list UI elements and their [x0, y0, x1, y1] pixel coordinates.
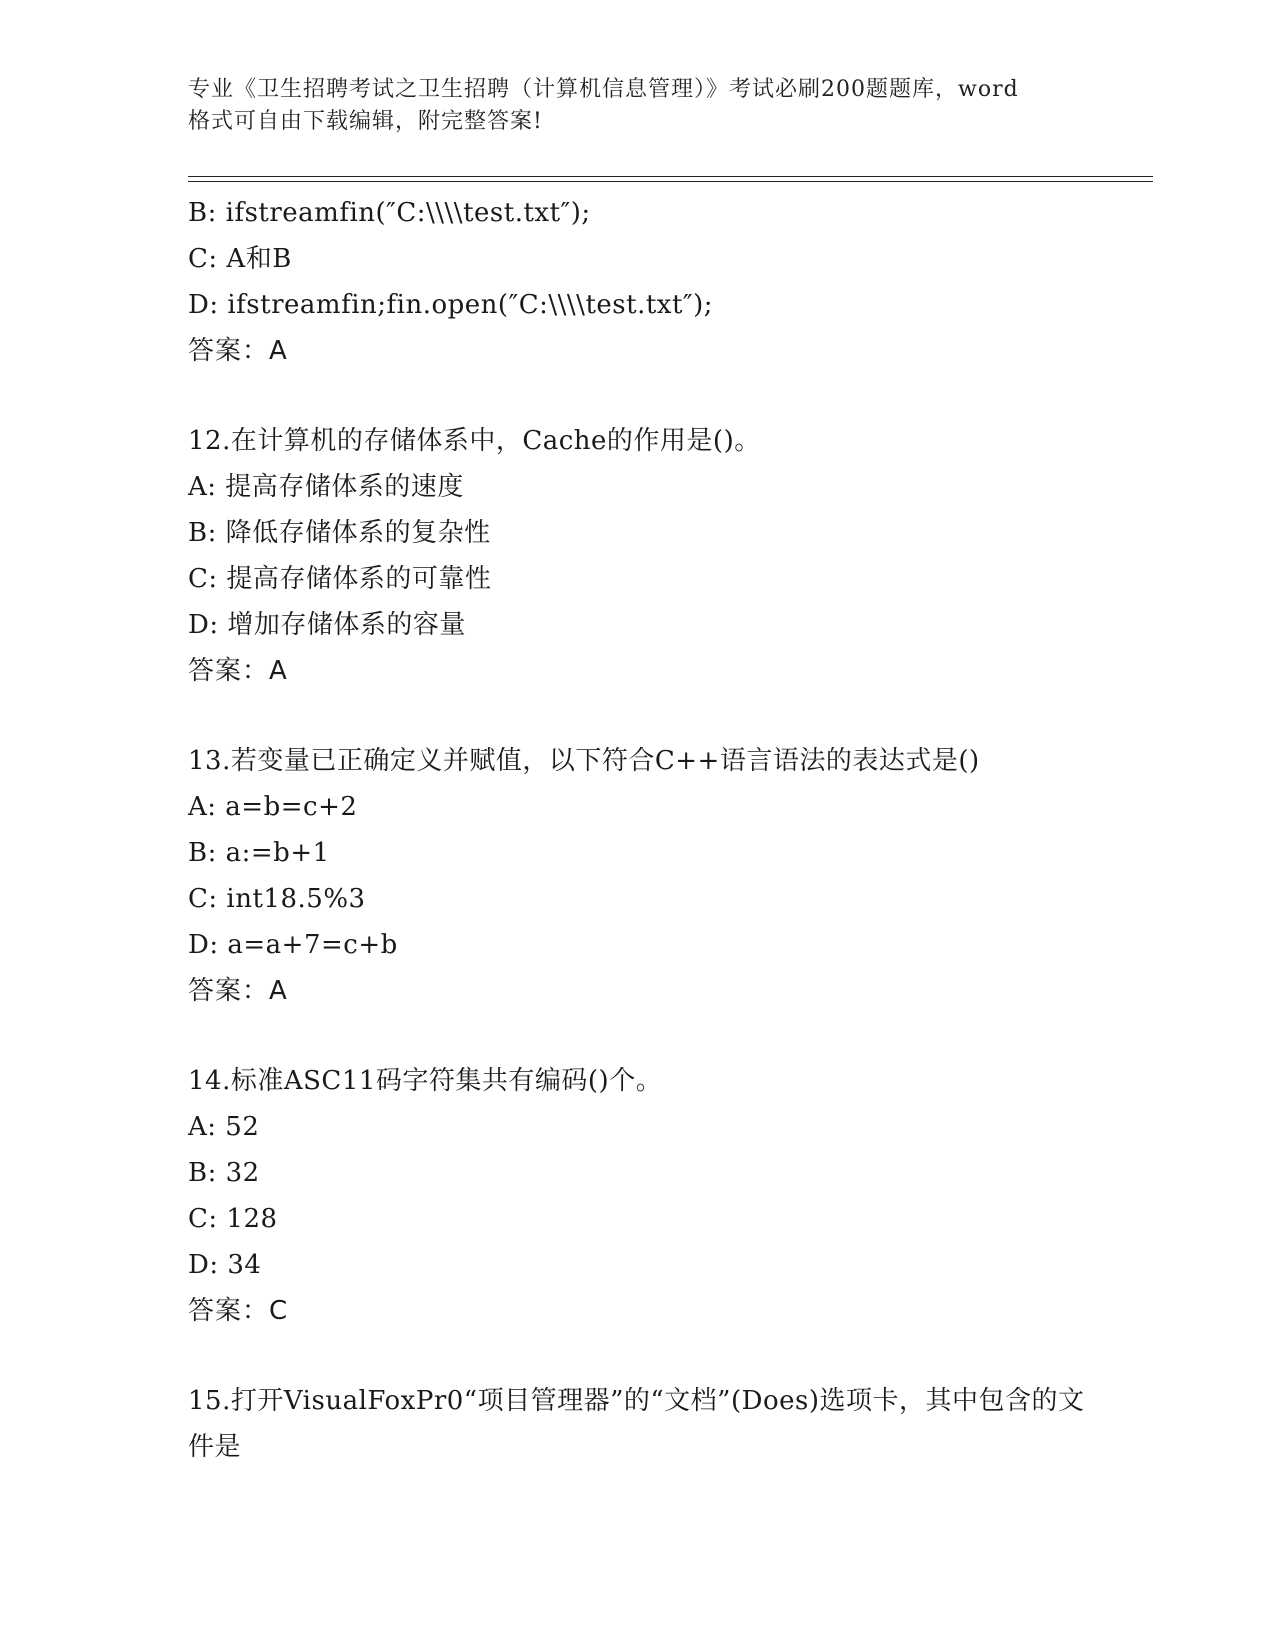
- question-13: [188, 738, 1153, 1014]
- q13-option-c: C: int18.5%3: [188, 884, 366, 914]
- q14-option-c: C: 128: [188, 1204, 278, 1234]
- q13-option-a: A: a=b=c+2: [188, 792, 358, 822]
- q14-option-a: A: 52: [188, 1112, 260, 1142]
- q12-option-c: C: 提高存储体系的可靠性: [188, 564, 492, 594]
- question-12: [188, 418, 1153, 694]
- question-list: [188, 190, 1153, 1470]
- spacer: [188, 1334, 1153, 1378]
- q12-option-a: A: 提高存储体系的速度: [188, 472, 464, 502]
- spacer: [188, 1014, 1153, 1058]
- header-title-line2: 格式可自由下载编辑，附完整答案!: [188, 109, 543, 134]
- document-header: [188, 74, 1088, 138]
- q11-option-c: C: A和B: [188, 244, 292, 274]
- q15-text: 15.打开VisualFoxPr0“项目管理器”的“文档”(Does)选项卡，其中包含的文件是: [188, 1386, 1085, 1462]
- q14-option-d: D: 34: [188, 1250, 262, 1280]
- q12-answer: 答案：A: [188, 656, 288, 686]
- q13-option-d: D: a=a+7=c+b: [188, 930, 398, 960]
- spacer: [188, 694, 1153, 738]
- q12-option-d: D: 增加存储体系的容量: [188, 610, 466, 640]
- q14-option-b: B: 32: [188, 1158, 260, 1188]
- q11-option-b: B: ifstreamfin(″C:\\\\test.txt″);: [188, 198, 591, 228]
- q13-answer: 答案：A: [188, 976, 288, 1006]
- header-rule-top: [188, 176, 1153, 177]
- q14-text: 14.标准ASC11码字符集共有编码()个。: [188, 1066, 663, 1096]
- question-14: [188, 1058, 1153, 1334]
- q12-text: 12.在计算机的存储体系中，Cache的作用是()。: [188, 426, 761, 456]
- q13-option-b: B: a:=b+1: [188, 838, 330, 868]
- question-15: [188, 1378, 1153, 1470]
- header-title-line1: 专业《卫生招聘考试之卫生招聘（计算机信息管理）》考试必刷200题题库，word: [188, 77, 1019, 102]
- q11-answer: 答案：A: [188, 336, 288, 366]
- q12-option-b: B: 降低存储体系的复杂性: [188, 518, 491, 548]
- q13-text: 13.若变量已正确定义并赋值，以下符合C++语言语法的表达式是(): [188, 746, 980, 776]
- header-rule-bottom: [188, 181, 1153, 182]
- question-11-tail: [188, 190, 1153, 374]
- spacer: [188, 374, 1153, 418]
- q14-answer: 答案：C: [188, 1296, 289, 1326]
- q11-option-d: D: ifstreamfin;fin.open(″C:\\\\test.txt″);: [188, 290, 714, 320]
